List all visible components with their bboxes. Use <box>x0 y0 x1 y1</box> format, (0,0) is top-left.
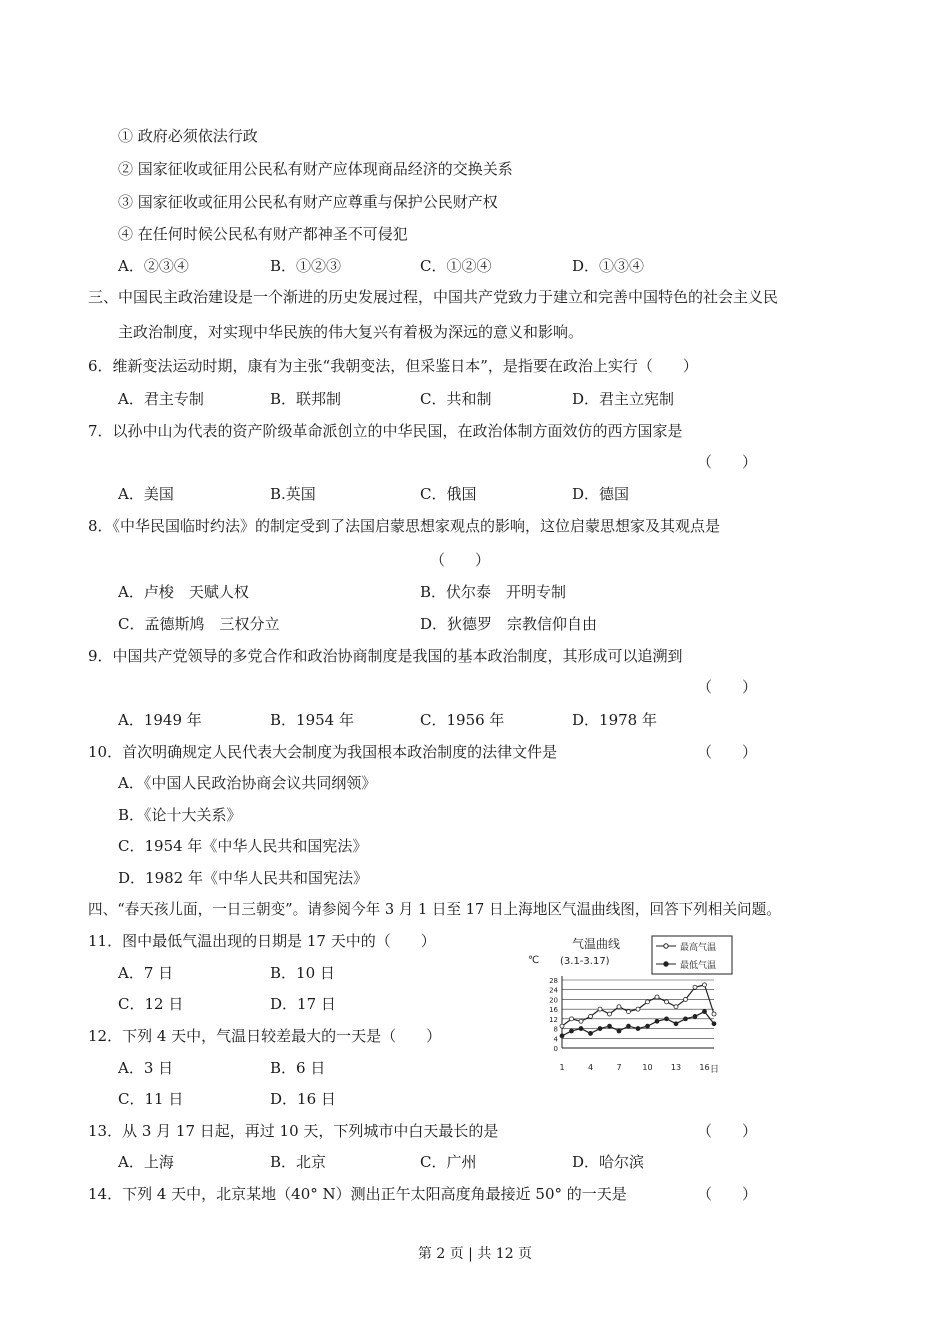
min-temp-point <box>627 1024 631 1028</box>
q12-choice-d: D．16 日 <box>270 1090 336 1108</box>
q11-choice-d: D．17 日 <box>270 995 336 1013</box>
q12-choice-c: C．11 日 <box>118 1090 184 1108</box>
section-3-heading-cont: 主政治制度，对实现中华民族的伟大复兴有着极为深远的意义和影响。 <box>118 323 584 341</box>
q12-choice-a: A．3 日 <box>118 1059 174 1077</box>
statement-2: ② 国家征收或征用公民私有财产应体现商品经济的交换关系 <box>118 160 513 178</box>
max-temp-point <box>712 1012 716 1016</box>
q6-choice-d: D．君主立宪制 <box>572 390 675 408</box>
max-temp-point <box>570 1017 574 1021</box>
q10-choice-b: B．《论十大关系》 <box>118 806 242 824</box>
q11-choice-c: C．12 日 <box>118 995 184 1013</box>
legend-marker-max <box>664 944 668 948</box>
section-4-heading: 四、“春天孩儿面，一日三朝变”。请参阅今年 3 月 1 日至 17 日上海地区气温曲线图，回答下列相关问题。 <box>88 901 781 918</box>
legend-label-max: 最高气温 <box>680 943 717 953</box>
statement-1: ① 政府必须依法行政 <box>118 127 258 145</box>
min-temp-point <box>608 1024 612 1028</box>
q7-choice-d: D．德国 <box>572 485 630 503</box>
min-temp-point <box>693 1014 697 1018</box>
q8-choice-a: A．卢梭 天赋人权 <box>118 583 249 601</box>
q13-choice-c: C．广州 <box>420 1153 477 1171</box>
max-temp-point <box>598 1007 602 1011</box>
legend-label-min: 最低气温 <box>680 961 717 971</box>
q14-answer-paren: （ ） <box>697 1185 758 1203</box>
max-temp-point <box>579 1019 583 1023</box>
x-tick-label: 16 <box>699 1063 710 1072</box>
statement-3: ③ 国家征收或征用公民私有财产应尊重与保护公民财产权 <box>118 193 498 211</box>
q11-stem: 11．图中最低气温出现的日期是 17 天中的（ ） <box>88 932 436 950</box>
q6-choice-a: A．君主专制 <box>118 390 204 408</box>
y-tick-label: 8 <box>553 1025 558 1034</box>
q13-choice-a: A．上海 <box>118 1153 174 1171</box>
min-temp-point <box>598 1027 602 1031</box>
q5-choice-b: B．①②③ <box>270 257 342 275</box>
min-temp-point <box>636 1027 640 1031</box>
legend-marker-min <box>664 962 668 966</box>
q7-stem: 7．以孙中山为代表的资产阶级革命派创立的中华民国，在政治体制方面效仿的西方国家是 <box>88 422 683 440</box>
q10-answer-paren: （ ） <box>697 743 758 761</box>
chart-ylabel: ℃ <box>528 955 540 966</box>
q11-choice-a: A．7 日 <box>118 964 174 982</box>
statement-4: ④ 在任何时候公民私有财产都神圣不可侵犯 <box>118 225 408 243</box>
q7-answer-paren: （ ） <box>697 453 758 471</box>
q10-choice-a: A．《中国人民政治协商会议共同纲领》 <box>118 774 377 792</box>
temperature-chart <box>528 930 738 1080</box>
min-temp-point <box>712 1022 716 1026</box>
y-tick-label: 24 <box>549 986 558 995</box>
max-temp-point <box>655 995 659 999</box>
max-temp-point <box>636 1007 640 1011</box>
max-temp-point <box>703 983 707 987</box>
series-line-max <box>562 985 714 1026</box>
max-temp-point <box>617 1005 621 1009</box>
q12-choice-b: B．6 日 <box>270 1059 326 1077</box>
y-tick-label: 12 <box>549 1015 558 1024</box>
q7-choice-a: A．美国 <box>118 485 174 503</box>
min-temp-point <box>579 1027 583 1031</box>
max-temp-point <box>608 1012 612 1016</box>
max-temp-point <box>646 1000 650 1004</box>
q7-choice-b: B.英国 <box>270 485 316 503</box>
q8-answer-paren: （ ） <box>430 551 491 569</box>
x-tick-label: 7 <box>616 1063 622 1072</box>
q9-answer-paren: （ ） <box>697 678 758 696</box>
x-tick-label: 1 <box>559 1063 565 1072</box>
min-temp-point <box>646 1024 650 1028</box>
q8-choice-d: D．狄德罗 宗教信仰自由 <box>420 615 598 633</box>
q6-choice-c: C．共和制 <box>420 390 492 408</box>
q9-choice-b: B．1954 年 <box>270 711 354 729</box>
max-temp-point <box>665 1000 669 1004</box>
min-temp-point <box>617 1029 621 1033</box>
page-footer: 第 2 页 | 共 12 页 <box>417 1246 533 1262</box>
series-line-min <box>562 1012 714 1036</box>
q14-stem: 14．下列 4 天中，北京某地（40° N）测出正午太阳高度角最接近 50° 的一天是 <box>88 1185 627 1203</box>
q13-choice-d: D．哈尔滨 <box>572 1153 645 1171</box>
q9-choice-d: D．1978 年 <box>572 711 657 729</box>
chart-title: 气温曲线 <box>572 937 621 951</box>
q13-choice-b: B．北京 <box>270 1153 327 1171</box>
max-temp-point <box>684 997 688 1001</box>
q7-choice-c: C．俄国 <box>420 485 477 503</box>
max-temp-point <box>627 1010 631 1014</box>
q8-stem: 8．《中华民国临时约法》的制定受到了法国启蒙思想家观点的影响，这位启蒙思想家及其观点是 <box>88 517 721 535</box>
q12-stem: 12．下列 4 天中，气温日较差最大的一天是（ ） <box>88 1027 442 1045</box>
min-temp-point <box>684 1017 688 1021</box>
q9-stem: 9．中国共产党领导的多党合作和政治协商制度是我国的基本政治制度，其形成可以追溯到 <box>88 647 683 665</box>
max-temp-point <box>693 985 697 989</box>
x-tick-label: 13 <box>670 1063 682 1072</box>
chart-xlabel: 日 <box>710 1065 720 1075</box>
max-temp-point <box>674 1005 678 1009</box>
q5-choice-c: C．①②④ <box>420 257 492 275</box>
chart-subtitle: (3.1-3.17) <box>560 956 610 967</box>
q6-choice-b: B．联邦制 <box>270 390 342 408</box>
x-tick-label: 10 <box>642 1063 653 1072</box>
y-tick-label: 4 <box>553 1035 558 1044</box>
min-temp-point <box>570 1029 574 1033</box>
x-tick-label: 4 <box>587 1063 594 1072</box>
max-temp-point <box>589 1014 593 1018</box>
y-tick-label: 20 <box>549 996 558 1005</box>
q5-choice-d: D．①③④ <box>572 257 645 275</box>
q8-choice-c: C．孟德斯鸠 三权分立 <box>118 615 280 633</box>
min-temp-point <box>560 1034 564 1038</box>
q9-choice-a: A．1949 年 <box>118 711 202 729</box>
q9-choice-c: C．1956 年 <box>420 711 505 729</box>
min-temp-point <box>589 1031 593 1035</box>
q10-choice-d: D．1982 年《中华人民共和国宪法》 <box>118 869 368 887</box>
y-tick-label: 16 <box>549 1006 558 1015</box>
y-tick-label: 28 <box>549 977 558 985</box>
q11-choice-b: B．10 日 <box>270 964 335 982</box>
max-temp-point <box>560 1024 564 1028</box>
q13-answer-paren: （ ） <box>697 1122 758 1140</box>
q13-stem: 13．从 3 月 17 日起，再过 10 天，下列城市中白天最长的是 <box>88 1122 499 1140</box>
y-tick-label: 0 <box>553 1045 558 1053</box>
q5-choice-a: A．②③④ <box>118 257 189 275</box>
min-temp-point <box>703 1010 707 1014</box>
q10-stem: 10．首次明确规定人民代表大会制度为我国根本政治制度的法律文件是 <box>88 743 558 761</box>
min-temp-point <box>665 1017 669 1021</box>
q6-stem: 6．维新变法运动时期，康有为主张“我朝变法，但采鉴日本”，是指要在政治上实行（ ） <box>88 357 698 375</box>
section-3-heading: 三、中国民主政治建设是一个渐进的历史发展过程，中国共产党致力于建立和完善中国特色的社会主义民 <box>88 288 779 306</box>
min-temp-point <box>655 1019 659 1023</box>
min-temp-point <box>674 1022 678 1026</box>
q10-choice-c: C．1954 年《中华人民共和国宪法》 <box>118 837 368 855</box>
q8-choice-b: B．伏尔泰 开明专制 <box>420 583 567 601</box>
